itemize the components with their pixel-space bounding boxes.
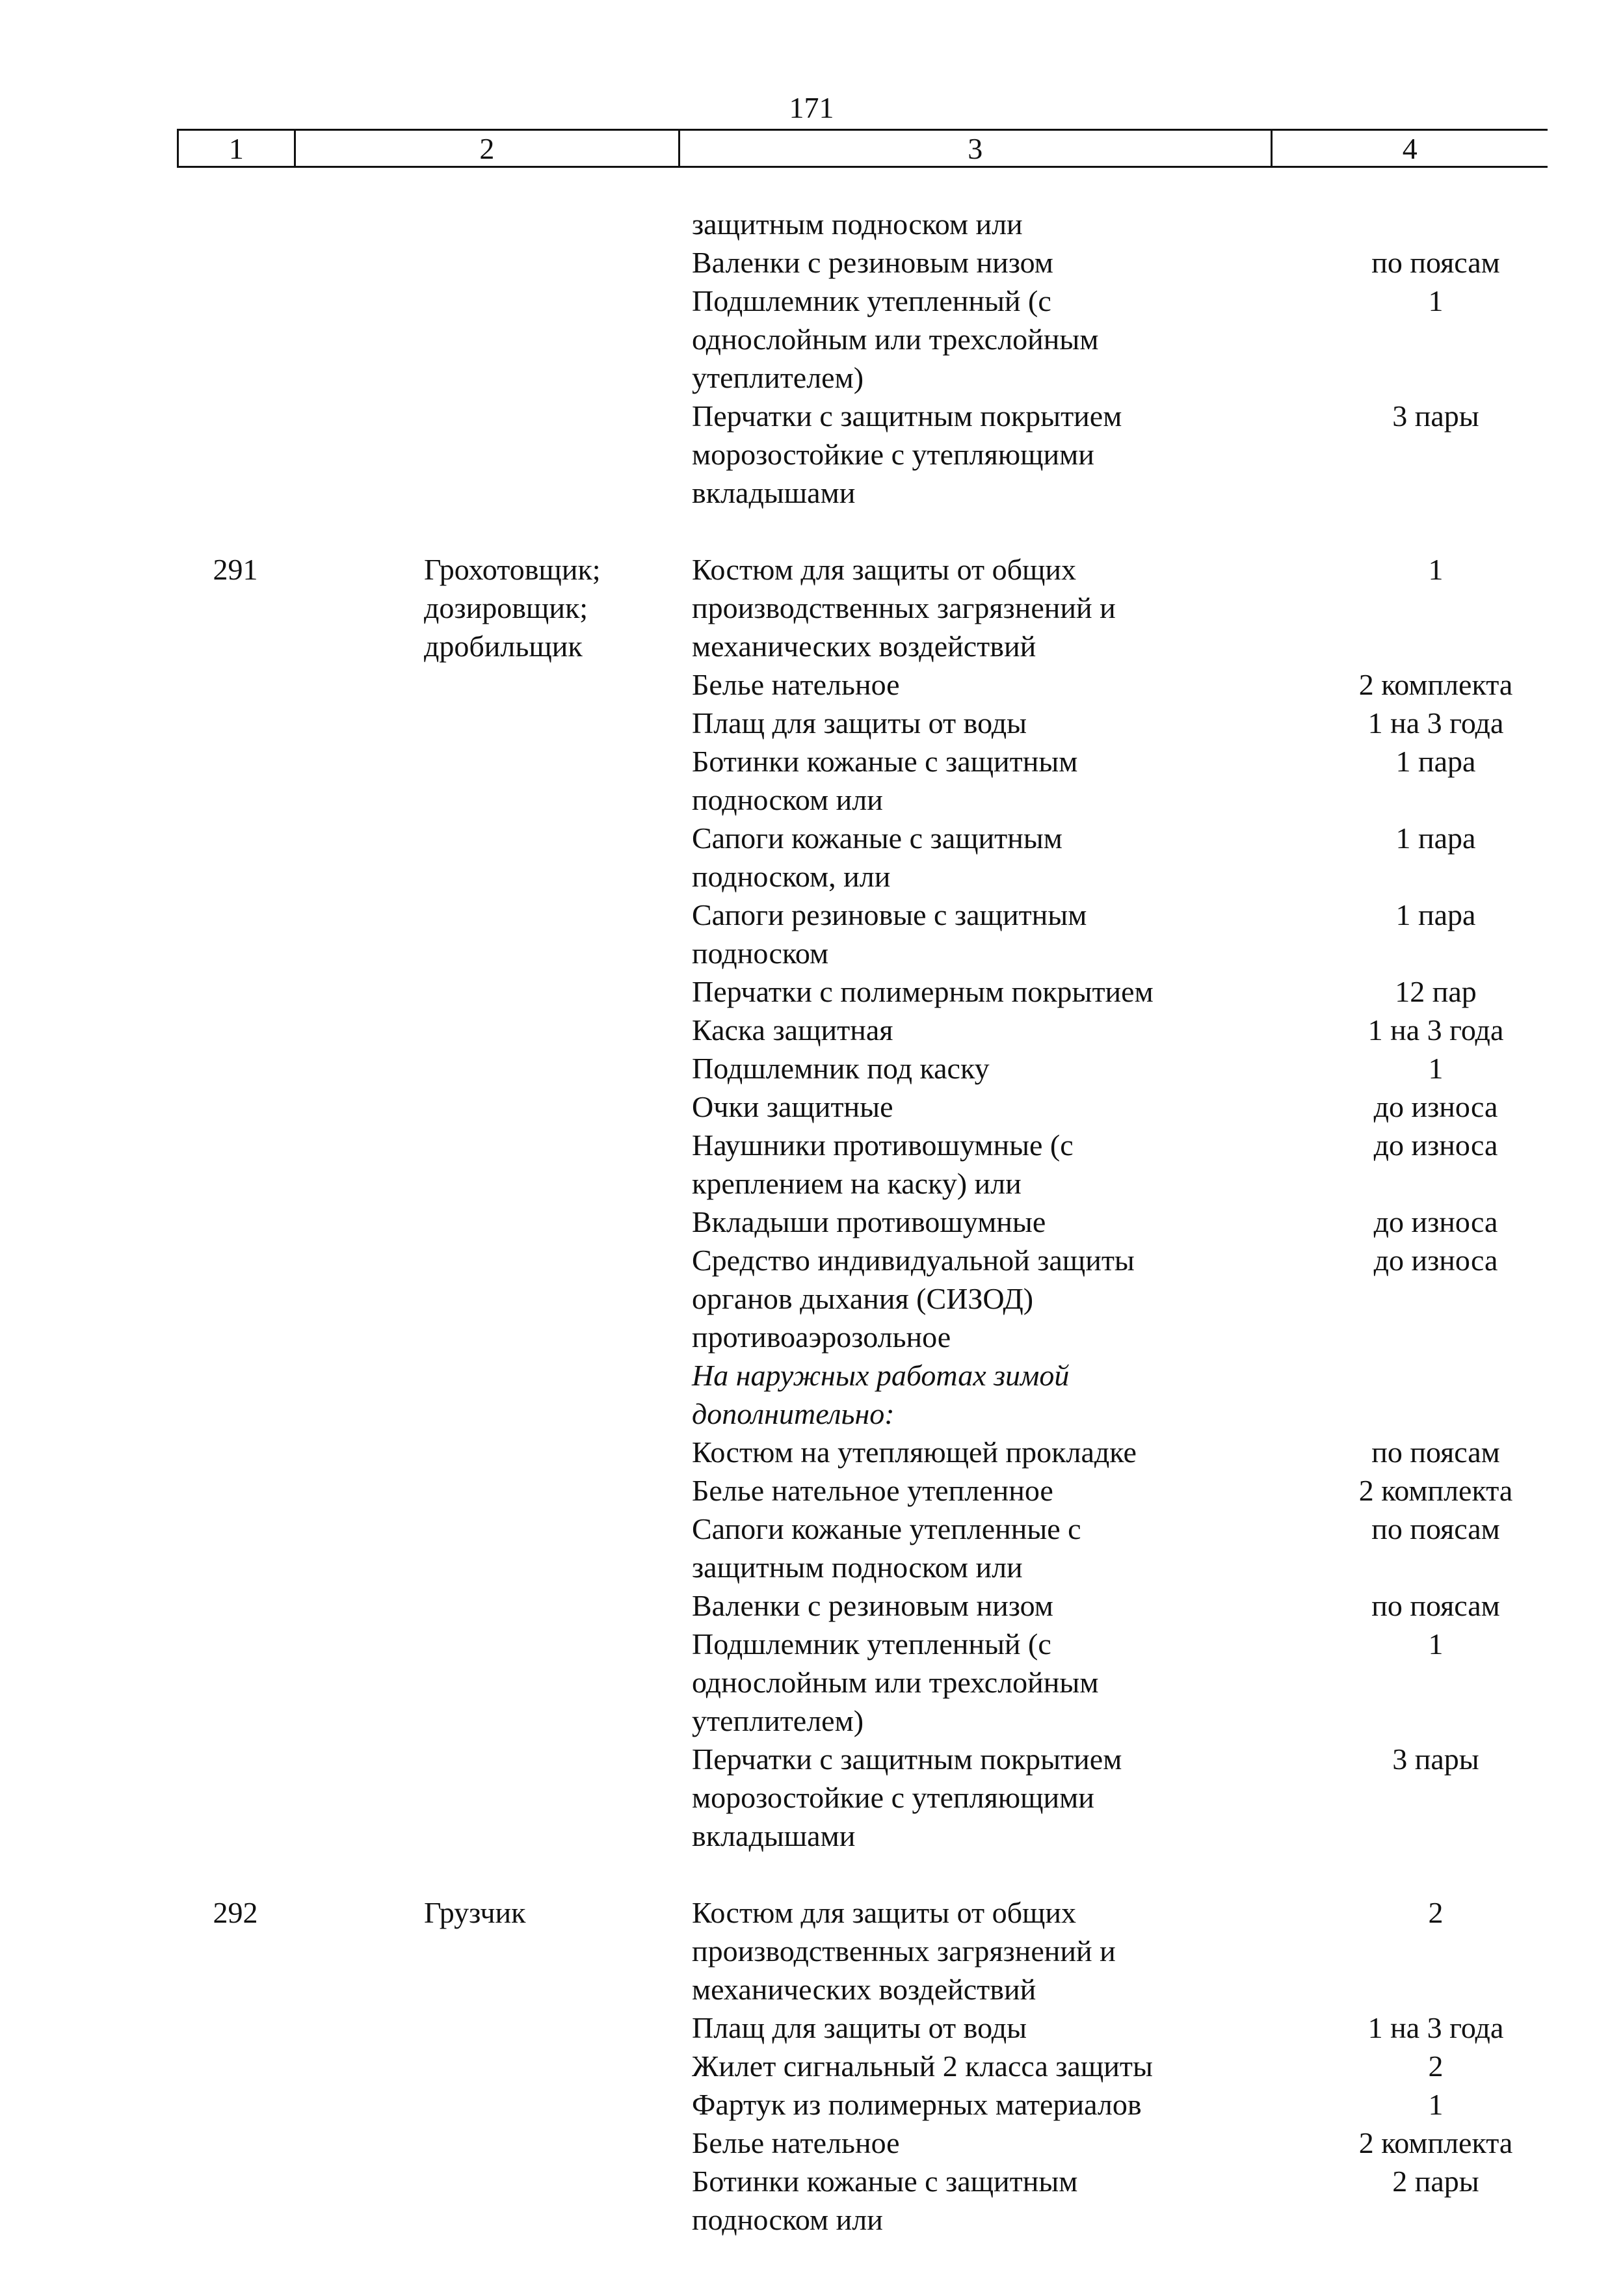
item-name: защитным подноском или bbox=[692, 207, 1023, 241]
item-list bbox=[679, 1893, 1548, 2239]
item-list bbox=[679, 205, 1548, 512]
item-name: Наушники противошумные (с креплением на каску) или bbox=[692, 1128, 1074, 1200]
item-name: Валенки с резиновым низом bbox=[692, 1589, 1053, 1622]
item-name: Подшлемник под каску bbox=[692, 1052, 990, 1085]
item-quantity: по поясам bbox=[1371, 1435, 1500, 1469]
item-quantity: по поясам bbox=[1371, 246, 1500, 279]
item-quantity: 2 комплекта bbox=[1358, 668, 1513, 701]
item-list bbox=[679, 550, 1548, 1855]
item-name: Перчатки с защитным покрытием морозостойкие с утепляющими вкладышами bbox=[692, 1742, 1122, 1852]
list-item bbox=[679, 2009, 1548, 2047]
list-item bbox=[679, 2162, 1548, 2239]
item-quantity: 1 bbox=[1428, 284, 1444, 317]
item-quantity: 2 комплекта bbox=[1358, 2126, 1513, 2159]
list-item bbox=[679, 972, 1548, 1011]
table-body bbox=[177, 205, 1548, 2239]
page-number: 171 bbox=[789, 91, 834, 124]
row-number: 291 bbox=[213, 553, 258, 586]
list-item bbox=[679, 1203, 1548, 1241]
profession-name: Грузчик bbox=[424, 1896, 526, 1929]
item-quantity: до износа bbox=[1373, 1205, 1498, 1238]
list-item bbox=[679, 896, 1548, 972]
list-item bbox=[679, 665, 1548, 704]
item-name: Плащ для защиты от воды bbox=[692, 706, 1027, 740]
table-row bbox=[177, 550, 1548, 1855]
item-name: Белье нательное утепленное bbox=[692, 1474, 1053, 1507]
item-quantity: 3 пары bbox=[1392, 1742, 1479, 1776]
list-item bbox=[679, 1586, 1548, 1625]
item-name: Средство индивидуальной защиты органов дыхания (СИЗОД) противоаэрозольное bbox=[692, 1244, 1135, 1354]
item-name: Перчатки с полимерным покрытием bbox=[692, 975, 1154, 1008]
row-number: 292 bbox=[213, 1896, 258, 1929]
list-item bbox=[679, 1471, 1548, 1510]
item-name: Очки защитные bbox=[692, 1090, 893, 1123]
item-name: Белье нательное bbox=[692, 668, 900, 701]
item-name: Костюм для защиты от общих производственных загрязнений и механических воздействий bbox=[692, 1896, 1116, 2006]
item-name: Жилет сигнальный 2 класса защиты bbox=[692, 2049, 1153, 2083]
list-item bbox=[679, 1625, 1548, 1740]
section-note bbox=[679, 1356, 1548, 1433]
list-item bbox=[679, 397, 1548, 512]
list-item bbox=[679, 1088, 1548, 1126]
item-name: Валенки с резиновым низом bbox=[692, 246, 1053, 279]
item-quantity: 2 bbox=[1428, 2049, 1444, 2083]
item-quantity: 2 bbox=[1428, 1896, 1444, 1929]
list-item bbox=[679, 282, 1548, 397]
list-item bbox=[679, 1011, 1548, 1049]
item-quantity: 2 комплекта bbox=[1358, 1474, 1513, 1507]
list-item bbox=[679, 1510, 1548, 1586]
list-item bbox=[679, 1433, 1548, 1471]
list-item bbox=[679, 2047, 1548, 2085]
item-quantity: до износа bbox=[1373, 1090, 1498, 1123]
table-row bbox=[177, 1893, 1548, 2239]
item-quantity: 1 bbox=[1428, 2088, 1444, 2121]
item-quantity: 1 bbox=[1428, 553, 1444, 586]
header-col-3: 3 bbox=[680, 131, 1273, 166]
item-name: Перчатки с защитным покрытием морозостойкие с утепляющими вкладышами bbox=[692, 399, 1122, 509]
item-quantity: до износа bbox=[1373, 1244, 1498, 1277]
header-col-1: 1 bbox=[179, 131, 296, 166]
item-quantity: 3 пары bbox=[1392, 399, 1479, 433]
item-quantity: 1 пара bbox=[1395, 898, 1476, 931]
row-spacer bbox=[177, 1855, 1548, 1893]
item-quantity bbox=[1272, 1356, 1548, 1433]
list-item bbox=[679, 704, 1548, 742]
list-item bbox=[679, 1740, 1548, 1855]
header-col-2: 2 bbox=[296, 131, 680, 166]
item-quantity: по поясам bbox=[1371, 1512, 1500, 1545]
list-item bbox=[679, 1893, 1548, 2009]
item-name: Вкладыши противошумные bbox=[692, 1205, 1046, 1238]
item-name: Костюм для защиты от общих производственных загрязнений и механических воздействий bbox=[692, 553, 1116, 663]
item-quantity: 12 пар bbox=[1395, 975, 1477, 1008]
item-name: Каска защитная bbox=[692, 1013, 893, 1047]
list-item bbox=[679, 205, 1548, 243]
item-quantity bbox=[1272, 205, 1548, 243]
header-col-4: 4 bbox=[1402, 131, 1418, 165]
item-name: Костюм на утепляющей прокладке bbox=[692, 1435, 1137, 1469]
list-item bbox=[679, 243, 1548, 282]
list-item bbox=[679, 1241, 1548, 1356]
item-name: Подшлемник утепленный (с однослойным или трехслойным утеплителем) bbox=[692, 284, 1099, 394]
item-name: Белье нательное bbox=[692, 2126, 900, 2159]
item-quantity: 2 пары bbox=[1392, 2165, 1479, 2198]
item-quantity: 1 на 3 года bbox=[1367, 1013, 1504, 1047]
item-quantity: 1 bbox=[1428, 1052, 1444, 1085]
list-item bbox=[679, 1126, 1548, 1203]
item-name: Подшлемник утепленный (с однослойным или трехслойным утеплителем) bbox=[692, 1627, 1099, 1737]
row-spacer bbox=[177, 512, 1548, 550]
item-name: Ботинки кожаные с защитным подноском или bbox=[692, 2165, 1078, 2236]
table-row bbox=[177, 205, 1548, 512]
item-name: Сапоги кожаные с защитным подноском, или bbox=[692, 821, 1062, 893]
item-name: Ботинки кожаные с защитным подноском или bbox=[692, 745, 1078, 816]
item-quantity: по поясам bbox=[1371, 1589, 1500, 1622]
table-header bbox=[177, 129, 1548, 168]
item-name: Сапоги кожаные утепленные с защитным подноском или bbox=[692, 1512, 1081, 1584]
profession-name: Грохотовщик; дозировщик; дробильщик bbox=[424, 553, 601, 663]
item-name: Сапоги резиновые с защитным подноском bbox=[692, 898, 1087, 970]
item-name: Фартук из полимерных материалов bbox=[692, 2088, 1142, 2121]
list-item bbox=[679, 1049, 1548, 1088]
item-quantity: 1 пара bbox=[1395, 745, 1476, 778]
list-item bbox=[679, 819, 1548, 896]
list-item bbox=[679, 2124, 1548, 2162]
list-item bbox=[679, 550, 1548, 665]
item-quantity: 1 пара bbox=[1395, 821, 1476, 855]
item-quantity: 1 на 3 года bbox=[1367, 2011, 1504, 2044]
list-item bbox=[679, 2085, 1548, 2124]
item-quantity: 1 на 3 года bbox=[1367, 706, 1504, 740]
item-name: На наружных работах зимой дополнительно: bbox=[692, 1359, 1070, 1430]
item-quantity: 1 bbox=[1428, 1627, 1444, 1661]
item-quantity: до износа bbox=[1373, 1128, 1498, 1162]
item-name: Плащ для защиты от воды bbox=[692, 2011, 1027, 2044]
list-item bbox=[679, 742, 1548, 819]
